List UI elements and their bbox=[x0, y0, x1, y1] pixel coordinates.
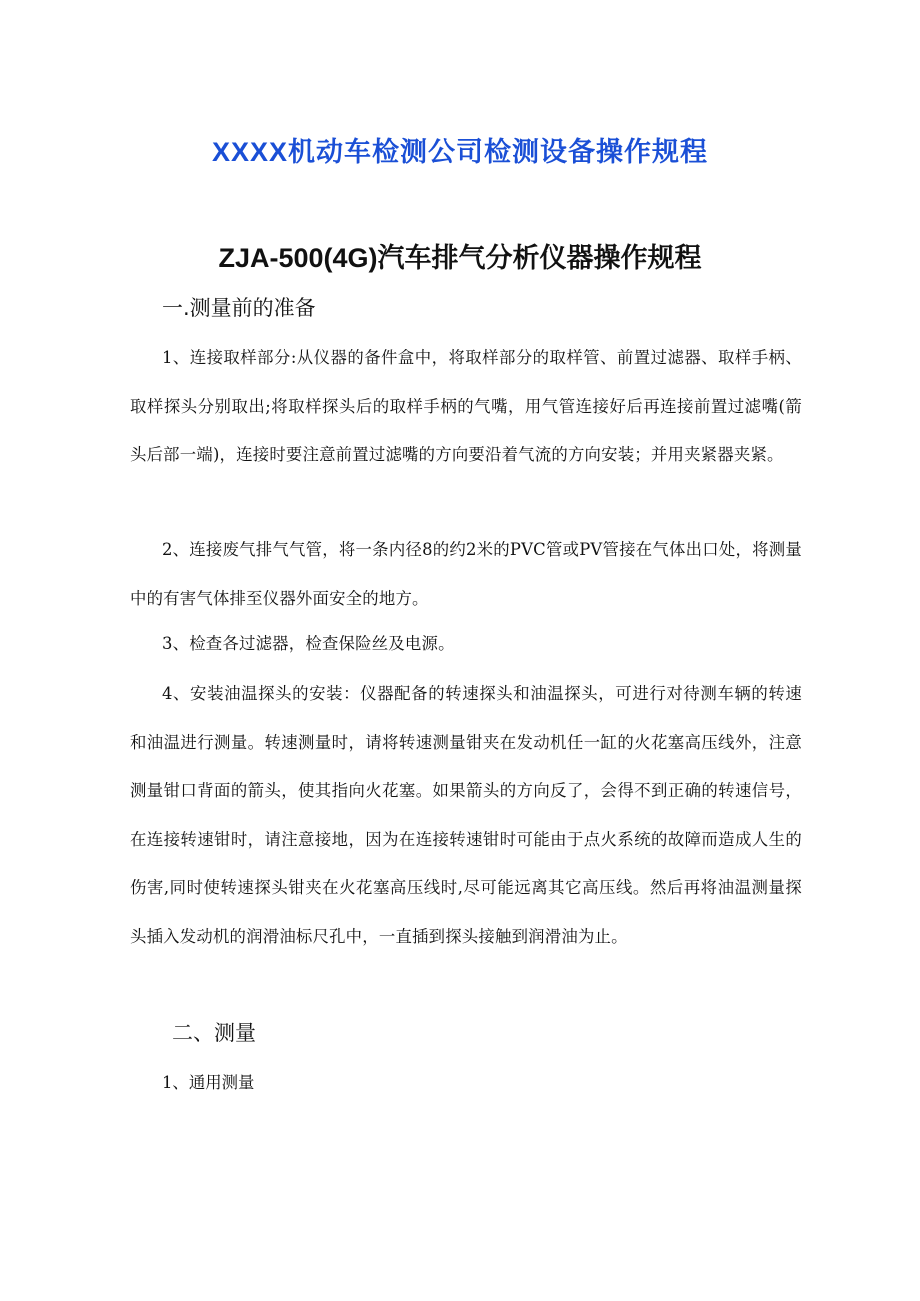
document-subtitle bbox=[0, 238, 920, 279]
document-subtitle-text: 汽车排气分析仪器操作规程 bbox=[377, 243, 702, 274]
section-heading-measurement: 二、测量 bbox=[172, 1021, 256, 1045]
document-title bbox=[0, 132, 920, 173]
document-title-text: 机动车检测公司检测设备操作规程 bbox=[288, 137, 709, 168]
item-general-measurement: 1、通用测量 bbox=[162, 1073, 255, 1092]
document-title-prefix: XXXX bbox=[211, 137, 289, 167]
paragraph-3: 3、检查各过滤器，检查保险丝及电源。 bbox=[162, 634, 455, 653]
paragraph-4: 4、安装油温探头的安装：仪器配备的转速探头和油温探头，可进行对待测车辆的转速和油温进行测量。转速测量时，请将转速测量钳夹在发动机任一缸的火花塞高压线外，注意测量钳口背面的箭头，使其指向火花塞。如果箭头的方向反了，会得不到正确的转速信号，在连接转速钳时，请注意接地，因为在连接转速钳时可能由于点火系统的故障而造成人生的伤害,同时使转速探头钳夹在火花塞高压线时,尽可能远离其它高压线。然后再将油温测量探头插入发动机的润滑油标尺孔中，一直插到探头接触到润滑油为止。 bbox=[130, 684, 802, 946]
paragraph-1: 1、连接取样部分:从仪器的备件盒中，将取样部分的取样管、前置过滤器、取样手柄、取样探头分别取出;将取样探头后的取样手柄的气嘴，用气管连接好后再连接前置过滤嘴(箭头后部一端)，连接时要注意前置过滤嘴的方向要沿着气流的方向安装；并用夹紧器夹紧。 bbox=[130, 348, 802, 465]
document-subtitle-model: ZJA-500(4G) bbox=[218, 243, 378, 273]
paragraph-2: 2、连接废气排气气管，将一条内径8的约2米的PVC管或PV管接在气体出口处，将测量中的有害气体排至仪器外面安全的地方。 bbox=[130, 540, 802, 608]
section-heading-preparation: 一.测量前的准备 bbox=[162, 296, 316, 320]
